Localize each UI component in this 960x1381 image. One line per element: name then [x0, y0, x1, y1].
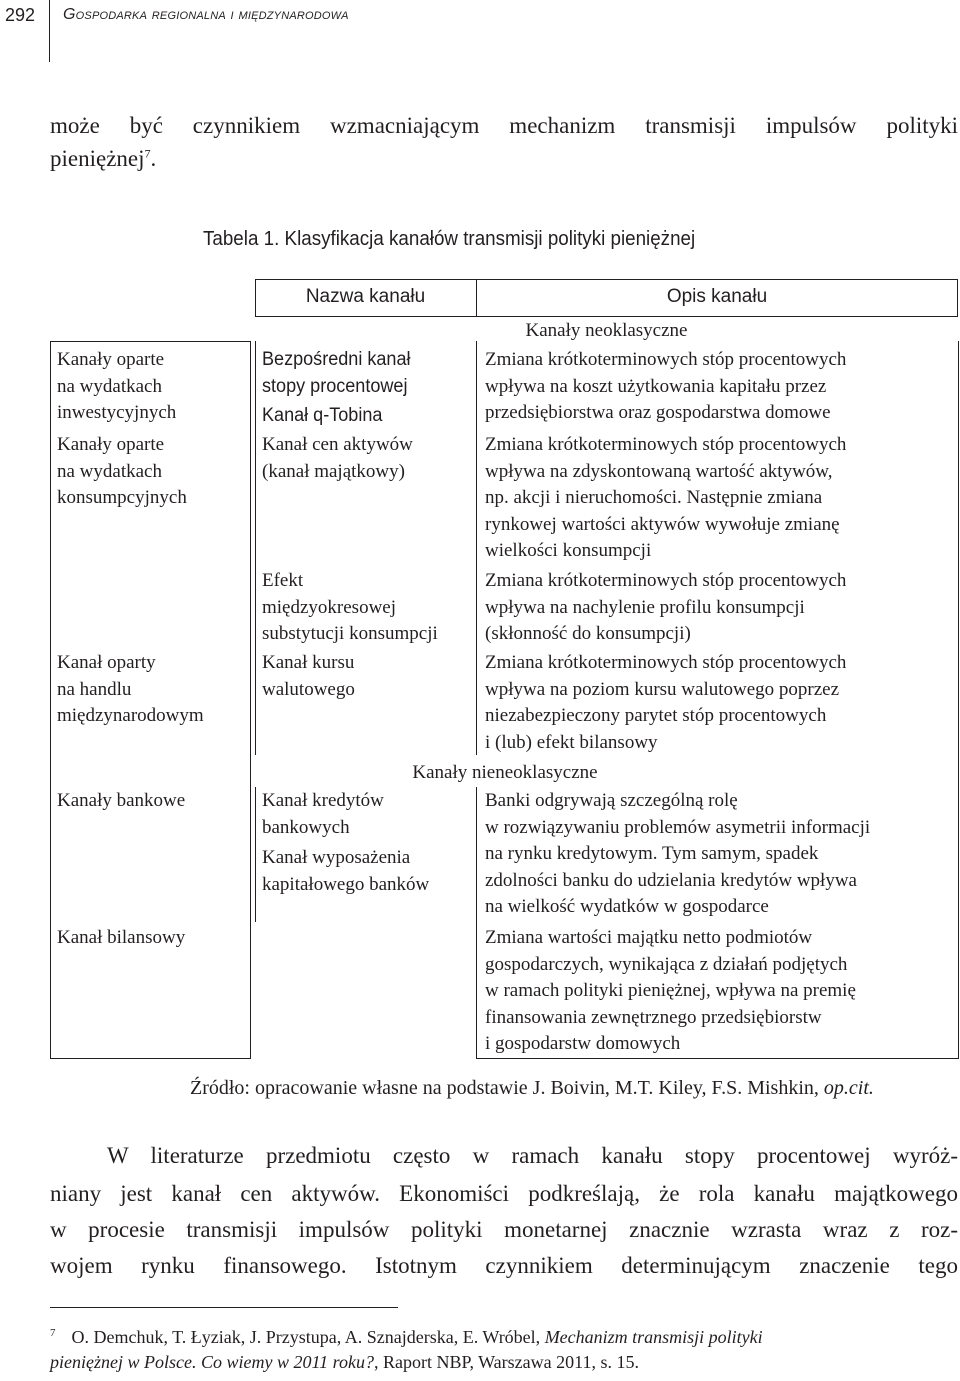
- page-number: 292: [4, 5, 36, 25]
- paragraph-line-1: W literaturze przedmiotu często w ramach kanału stopy procentowej wyróż-: [107, 1143, 958, 1168]
- description-line: na rynku kredytowym. Tym samym, spadek: [485, 843, 819, 864]
- description-line: wpływa na nachylenie profilu konsumpcji: [485, 596, 805, 618]
- group-consumption: [57, 432, 187, 512]
- description-exchange-rate: [485, 650, 846, 756]
- channel-name-line: Efekt: [262, 570, 304, 591]
- group-line: Kanały bankowe: [57, 790, 186, 811]
- description-line: zdolności banku do udzielania kredytów wpływa: [485, 869, 857, 891]
- description-line: (skłonność do konsumpcji): [485, 623, 691, 644]
- channel-name-bank-credit: [262, 788, 384, 841]
- section-nonneoclassical: Kanały nieneoklasyczne: [412, 762, 598, 783]
- channel-name-line: Kanał cen aktywów: [262, 434, 413, 455]
- channel-name-interest-rate: [262, 347, 411, 400]
- group-line: Kanały oparte: [57, 349, 165, 370]
- footnote-number: 7: [50, 1327, 56, 1339]
- group-line: międzynarodowym: [57, 705, 204, 726]
- channel-name-line: Bezpośredni kanał: [262, 349, 411, 370]
- header-divider: [49, 0, 50, 62]
- table-right-border: [958, 341, 959, 1059]
- description-line: i gospodarstw domowych: [485, 1033, 681, 1054]
- paragraph-line-3: w procesie transmisji impulsów polityki monetarnej znacznie wzrasta wraz z roz-: [50, 1217, 958, 1242]
- description-line: przedsiębiorstwa oraz gospodarstwa domowe: [485, 402, 831, 423]
- description-balance-sheet: [485, 925, 856, 1058]
- name-column-left-border: [255, 341, 256, 755]
- footnote-divider: [50, 1307, 398, 1308]
- description-line: wpływa na poziom kursu walutowego poprzez: [485, 678, 840, 700]
- description-line: wielkości konsumpcji: [485, 540, 652, 561]
- group-bank: [57, 788, 185, 815]
- description-line: niezabezpieczony parytet stóp procentowych: [485, 705, 827, 726]
- description-line: w rozwiązywaniu problemów asymetrii informacji: [485, 816, 871, 838]
- channel-name-line: stopy procentowej: [262, 375, 408, 397]
- group-trade: [57, 650, 204, 730]
- column-header-name: Nazwa kanału: [305, 286, 426, 307]
- description-line: w ramach polityki pieniężnej, wpływa na premię: [485, 980, 856, 1001]
- description-line: finansowania zewnętrznego przedsiębiorstw: [485, 1006, 822, 1028]
- description-bank: [485, 788, 870, 921]
- group-line: na wydatkach: [57, 460, 162, 482]
- table-bottom-border: [476, 1058, 959, 1059]
- group-line: Kanał oparty: [57, 652, 156, 673]
- footnote-ref-7: 7: [144, 146, 151, 161]
- channel-name-line: Kanał q-Tobina: [262, 405, 383, 426]
- group-line: Kanał bilansowy: [57, 927, 186, 948]
- channel-name-line: substytucji konsumpcji: [262, 623, 438, 644]
- table-caption: Tabela 1. Klasyfikacja kanałów transmisji polityki pieniężnej: [203, 228, 696, 250]
- column-header-description: Opis kanału: [666, 286, 768, 307]
- group-line: Kanały oparte: [57, 434, 165, 455]
- group-line: konsumpcyjnych: [57, 487, 187, 508]
- description-line: np. akcji i nieruchomości. Następnie zmiana: [485, 487, 823, 508]
- intro-line-1: może być czynnikiem wzmacniającym mechanizm transmisji impulsów polityki: [50, 113, 958, 138]
- description-line: Zmiana krótkoterminowych stóp procentowych: [485, 570, 847, 591]
- description-line: Zmiana krótkoterminowych stóp procentowych: [485, 349, 847, 370]
- description-interest-rate: [485, 347, 846, 427]
- name-column-left-border-banks: [255, 787, 256, 922]
- paragraph-line-4: wojem rynku finansowego. Istotnym czynnikiem determinującym znaczenie tego: [50, 1253, 958, 1278]
- channel-name-bank-capital: [262, 845, 429, 898]
- footnote-line-2: pieniężnej w Polsce. Co wiemy w 2011 roku?, Raport NBP, Warszawa 2011, s. 15.: [50, 1352, 639, 1372]
- description-column-left-border: [476, 341, 477, 755]
- description-line: na wielkość wydatków w gospodarce: [485, 896, 769, 917]
- description-line: Zmiana krótkoterminowych stóp procentowych: [485, 652, 847, 673]
- channel-name-line: bankowych: [262, 816, 350, 838]
- description-line: i (lub) efekt bilansowy: [485, 731, 658, 753]
- channel-name-line: (kanał majątkowy): [262, 460, 405, 482]
- channel-name-line: Kanał kursu: [262, 652, 355, 673]
- description-intertemporal: [485, 568, 846, 648]
- group-balance-sheet: [57, 925, 185, 952]
- group-line: na wydatkach: [57, 375, 162, 397]
- description-column-left-border-lower: [476, 787, 477, 1059]
- channel-name-exchange-rate: [262, 650, 355, 703]
- channel-name-line: Kanał kredytów: [262, 790, 384, 811]
- description-line: Zmiana wartości majątku netto podmiotów: [485, 927, 813, 948]
- running-title: Gospodarka regionalna i międzynarodowa: [63, 6, 349, 23]
- intro-line-2: pieniężnej$^7$.: [50, 146, 157, 171]
- description-line: wpływa na koszt użytkowania kapitału przez: [485, 375, 827, 397]
- group-investment: [57, 347, 176, 427]
- channel-name-intertemporal: [262, 568, 438, 648]
- description-asset-prices: [485, 432, 846, 565]
- table-source: Źródło: opracowanie własne na podstawie J. Boivin, M.T. Kiley, F.S. Mishkin, op.cit.: [190, 1077, 874, 1099]
- channel-name-line: kapitałowego banków: [262, 873, 430, 895]
- footnote-line-1: $^7$ O. Demchuk, T. Łyziak, J. Przystupa, A. Sznajderska, E. Wróbel, Mechanizm transmisji polityki: [50, 1327, 763, 1347]
- channel-name-line: Kanał wyposażenia: [262, 847, 411, 868]
- description-line: rynkowej wartości aktywów wywołuje zmianę: [485, 513, 840, 535]
- description-line: Zmiana krótkoterminowych stóp procentowych: [485, 434, 847, 455]
- description-line: Banki odgrywają szczególną rolę: [485, 790, 738, 811]
- description-line: gospodarczych, wynikająca z działań podjętych: [485, 953, 848, 975]
- group-line: na handlu: [57, 678, 132, 700]
- channel-name-line: walutowego: [262, 678, 355, 700]
- channel-name-asset-prices: [262, 432, 413, 485]
- description-line: wpływa na zdyskontowaną wartość aktywów,: [485, 460, 833, 482]
- channel-name-q-tobin: [262, 403, 382, 430]
- group-line: inwestycyjnych: [57, 402, 177, 423]
- paragraph-line-2: niany jest kanał cen aktywów. Ekonomiści podkreślają, że rola kanału majątkowego: [50, 1181, 958, 1206]
- section-neoclassical: Kanały neoklasyczne: [525, 320, 688, 341]
- channel-name-line: międzyokresowej: [262, 596, 397, 618]
